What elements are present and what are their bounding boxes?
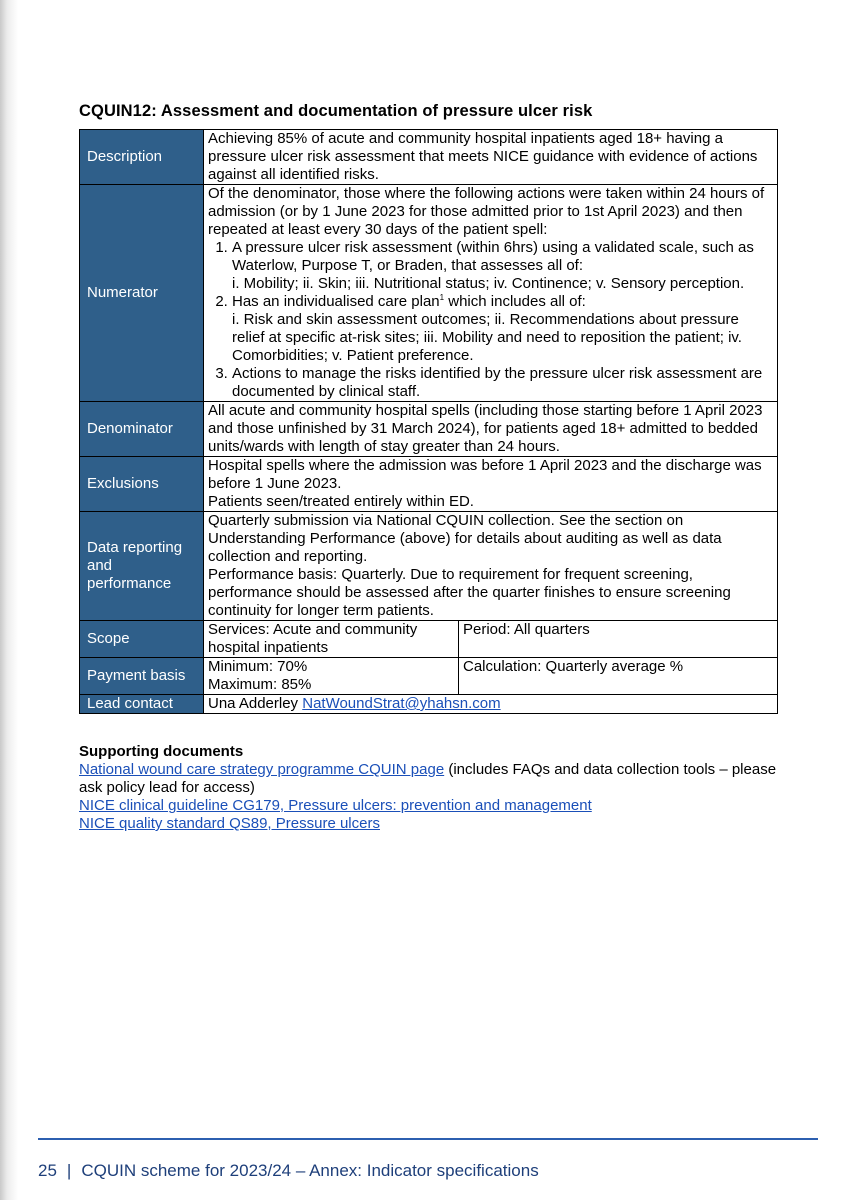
row-description xyxy=(80,130,778,185)
numerator-step-2-text: Has an individualised care plan xyxy=(232,293,440,310)
row-exclusions xyxy=(80,457,778,512)
page-footer xyxy=(38,1161,539,1181)
data-reporting-text-1: Quarterly submission via National CQUIN collection. See the section on Understanding Performance (above) for details about auditing as well as data collection and reporting. xyxy=(208,512,722,565)
row-denominator xyxy=(80,402,778,457)
payment-minimum: Minimum: 70% xyxy=(208,658,308,675)
footer-divider xyxy=(38,1138,818,1140)
supporting-documents-title: Supporting documents xyxy=(79,743,244,760)
page-title: CQUIN12: Assessment and documentation of pressure ulcer risk xyxy=(79,102,593,120)
payment-maximum: Maximum: 85% xyxy=(208,676,312,693)
row-payment xyxy=(80,658,778,695)
numerator-step-1-text: A pressure ulcer risk assessment (within 6hrs) using a validated scale, such as Waterlow, Purpose T, or Braden, that assesses all of: xyxy=(232,239,754,274)
footnote-marker: 1 xyxy=(439,293,445,302)
value-payment-calculation: Calculation: Quarterly average % xyxy=(459,658,778,695)
value-description: Achieving 85% of acute and community hospital inpatients aged 18+ having a pressure ulcer risk assessment that meets NICE guidance with evidence of actions against all identified risks. xyxy=(204,130,778,185)
value-payment-minmax xyxy=(204,658,459,695)
label-numerator: Numerator xyxy=(80,185,204,402)
cquin-page-link[interactable]: National wound care strategy programme CQUIN page xyxy=(79,761,445,778)
value-denominator: All acute and community hospital spells (including those starting before 1 April 2023 and those unfinished by 31 March 2024), for patients aged 18+ admitted to bedded units/wards with length of stay greater than 24 hours. xyxy=(204,402,778,457)
row-lead-contact xyxy=(80,695,778,714)
lead-contact-email-link[interactable]: NatWoundStrat@yhahsn.com xyxy=(302,695,501,712)
indicator-spec-table xyxy=(79,129,778,714)
lead-contact-name: Una Adderley xyxy=(208,695,303,712)
value-scope-services: Services: Acute and community hospital inpatients xyxy=(204,621,459,658)
label-payment: Payment basis xyxy=(80,658,204,695)
nice-qs89-link[interactable]: NICE quality standard QS89, Pressure ulcers xyxy=(79,815,380,832)
page-number: 25 xyxy=(38,1161,57,1180)
supporting-documents xyxy=(79,743,779,833)
numerator-step-2-rest: which includes all of: xyxy=(444,293,586,310)
supporting-item-1 xyxy=(79,761,779,797)
exclusions-text-2: Patients seen/treated entirely within ED. xyxy=(208,493,474,510)
label-denominator: Denominator xyxy=(80,402,204,457)
label-scope: Scope xyxy=(80,621,204,658)
nice-cg179-link[interactable]: NICE clinical guideline CG179, Pressure ulcers: prevention and management xyxy=(79,797,592,814)
numerator-intro: Of the denominator, those where the following actions were taken within 24 hours of admission (or by 1 June 2023 for those admitted prior to 1st April 2023) and then repeated at least every 30 days of the patient spell: xyxy=(208,185,765,238)
value-data-reporting xyxy=(204,512,778,621)
label-exclusions: Exclusions xyxy=(80,457,204,512)
value-lead-contact xyxy=(204,695,778,714)
data-reporting-text-2: Performance basis: Quarterly. Due to requirement for frequent screening, performance should be assessed after the quarter finishes to ensure screening continuity for longer term patients. xyxy=(208,566,731,619)
numerator-step-3 xyxy=(232,365,773,401)
value-exclusions xyxy=(204,457,778,512)
footer-text: CQUIN scheme for 2023/24 – Annex: Indicator specifications xyxy=(81,1161,539,1180)
numerator-step-2 xyxy=(232,293,773,365)
label-data-reporting: Data reporting and performance xyxy=(80,512,204,621)
supporting-item-2 xyxy=(79,797,779,815)
numerator-step-1 xyxy=(232,239,773,293)
numerator-step-1-sub: i. Mobility; ii. Skin; iii. Nutritional status; iv. Continence; v. Sensory perception. xyxy=(232,275,745,292)
footer-separator: | xyxy=(66,1161,72,1180)
page-edge-shadow xyxy=(0,0,18,1200)
exclusions-text-1: Hospital spells where the admission was before 1 April 2023 and the discharge was before 1 June 2023. xyxy=(208,457,762,492)
value-scope-period: Period: All quarters xyxy=(459,621,778,658)
row-scope xyxy=(80,621,778,658)
value-numerator xyxy=(204,185,778,402)
cquin-page-note: (includes FAQs and data collection tools – please ask policy lead for access) xyxy=(79,761,777,796)
label-description: Description xyxy=(80,130,204,185)
row-numerator xyxy=(80,185,778,402)
label-lead-contact: Lead contact xyxy=(80,695,204,714)
row-data-reporting xyxy=(80,512,778,621)
numerator-steps xyxy=(208,239,773,401)
supporting-item-3 xyxy=(79,815,779,833)
numerator-step-2-sub: i. Risk and skin assessment outcomes; ii. Recommendations about pressure relief at specific at-risk sites; iii. Mobility and need to reposition the patient; iv. Comorbidities; v. Patient preference. xyxy=(232,311,742,364)
numerator-step-3-text: Actions to manage the risks identified by the pressure ulcer risk assessment are documented by clinical staff. xyxy=(232,365,763,400)
